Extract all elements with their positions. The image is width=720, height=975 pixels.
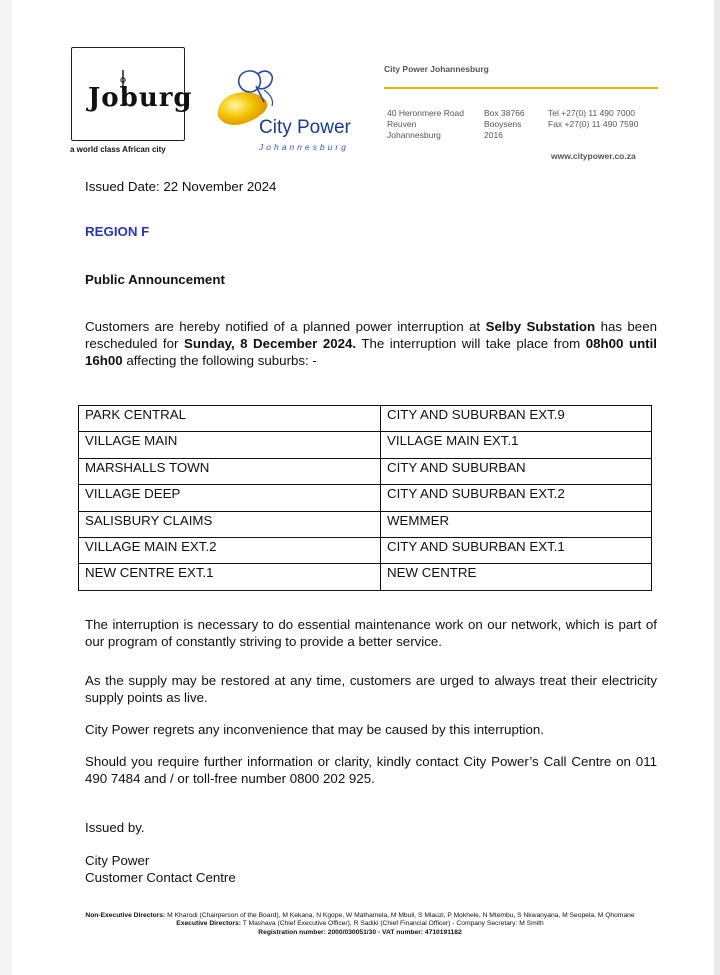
- table-row: [79, 432, 652, 458]
- joburg-tagline: a world class African city: [70, 145, 166, 154]
- city-power-logo-subtitle: Johannesburg: [259, 142, 349, 152]
- interruption-time: 08h00 until 16h00: [85, 336, 658, 368]
- substation-name: Selby Substation: [485, 319, 596, 334]
- postal-box-block: [484, 108, 525, 141]
- gold-divider: [384, 87, 658, 89]
- address-line: Johannesburg: [387, 130, 441, 140]
- nonexec-directors: [60, 912, 660, 920]
- exec-names: T Mashava (Chief Executive Officer), R Sadiki (Chief Financial Officer) - Company Secretary: M Smith: [240, 920, 544, 928]
- suburb-cell: NEW CENTRE EXT.1: [79, 564, 381, 590]
- company-name: City Power Johannesburg: [384, 64, 489, 74]
- box-line: Booysens: [484, 119, 522, 129]
- fax-line: Fax +27(0) 11 490 7590: [548, 119, 639, 129]
- suburb-cell: VILLAGE DEEP: [79, 485, 381, 511]
- table-row: [79, 537, 652, 563]
- suburb-cell: WEMMER: [381, 511, 652, 537]
- joburg-logo-text: Joburg: [88, 83, 193, 113]
- interruption-date: Sunday, 8 December 2024.: [183, 336, 357, 351]
- suburb-cell: CITY AND SUBURBAN EXT.9: [381, 406, 652, 432]
- signoff-line: City Power: [85, 853, 150, 868]
- suburb-cell: SALISBURY CLAIMS: [79, 511, 381, 537]
- suburb-cell: VILLAGE MAIN EXT.1: [381, 432, 652, 458]
- issued-by-label: Issued by.: [85, 820, 145, 835]
- website-link[interactable]: www.citypower.co.za: [551, 151, 636, 161]
- intro-text: affecting the following suburbs: -: [122, 353, 317, 368]
- city-power-logo-name: City Power: [259, 117, 351, 138]
- intro-text: The interruption will take place from: [356, 336, 586, 351]
- contact-paragraph: Should you require further information or clarity, kindly contact City Power’s Call Centre on 011 490 7484 and / or toll-free number 0800 202 925.: [85, 754, 657, 786]
- intro-text: has been rescheduled for: [85, 319, 657, 351]
- exec-directors: [60, 920, 660, 928]
- suburb-cell: CITY AND SUBURBAN EXT.2: [381, 485, 652, 511]
- table-row: [79, 511, 652, 537]
- box-line: Box 38766: [484, 108, 525, 118]
- suburb-cell: MARSHALLS TOWN: [79, 458, 381, 484]
- registration-text: Registration number: 2000/030051/30 - VAT number: 4710191182: [258, 928, 462, 936]
- registration-line: [60, 929, 660, 937]
- region-heading: REGION F: [85, 224, 150, 239]
- regret-paragraph: City Power regrets any inconvenience that may be caused by this interruption.: [85, 722, 544, 737]
- signoff-block: [85, 852, 236, 886]
- suburb-cell: NEW CENTRE: [381, 564, 652, 590]
- phone-block: [548, 108, 638, 130]
- exec-label: Executive Directors:: [176, 920, 241, 928]
- address-line: 40 Heronmere Road: [387, 108, 465, 118]
- address-line: Reuven: [387, 119, 417, 129]
- table-row: [79, 458, 652, 484]
- supply-warning-paragraph: As the supply may be restored at any time, customers are urged to always treat their electricity supply points as live.: [85, 673, 657, 705]
- phone-line: Tel +27(0) 11 490 7000: [548, 108, 636, 118]
- directors-footer: [60, 912, 660, 937]
- intro-text: Customers are hereby notified of a planned power interruption at: [85, 319, 486, 334]
- page-edge-left: [0, 0, 12, 975]
- suburb-cell: CITY AND SUBURBAN: [381, 458, 652, 484]
- box-line: 2016: [484, 130, 503, 140]
- maintenance-paragraph: The interruption is necessary to do essential maintenance work on our network, which is part of our program of constantly striving to provide a better service.: [85, 617, 657, 649]
- suburb-cell: CITY AND SUBURBAN EXT.1: [381, 537, 652, 563]
- announcement-heading: Public Announcement: [85, 272, 225, 287]
- nonexec-label: Non-Executive Directors:: [85, 912, 166, 919]
- intro-paragraph: [85, 318, 657, 369]
- address-block: [387, 108, 464, 141]
- issued-date: Issued Date: 22 November 2024: [85, 179, 277, 194]
- page-edge-right: [714, 0, 720, 975]
- suburb-cell: PARK CENTRAL: [79, 406, 381, 432]
- joburg-logo: [71, 47, 193, 141]
- signoff-line: Customer Contact Centre: [85, 870, 236, 885]
- table-row: [79, 406, 652, 432]
- table-row: [79, 564, 652, 590]
- suburb-cell: VILLAGE MAIN EXT.2: [79, 537, 381, 563]
- suburbs-table: [78, 405, 652, 591]
- nonexec-names: M Kharodi (Chairperson of the Board), M Kekana, N Kgope, W Mathamela, M Mbuli, S Mlauzi, P Mokhele, N Mtembu, S Nkwanyana, M Seopela, M Qhomane: [165, 912, 635, 919]
- suburb-cell: VILLAGE MAIN: [79, 432, 381, 458]
- table-row: [79, 485, 652, 511]
